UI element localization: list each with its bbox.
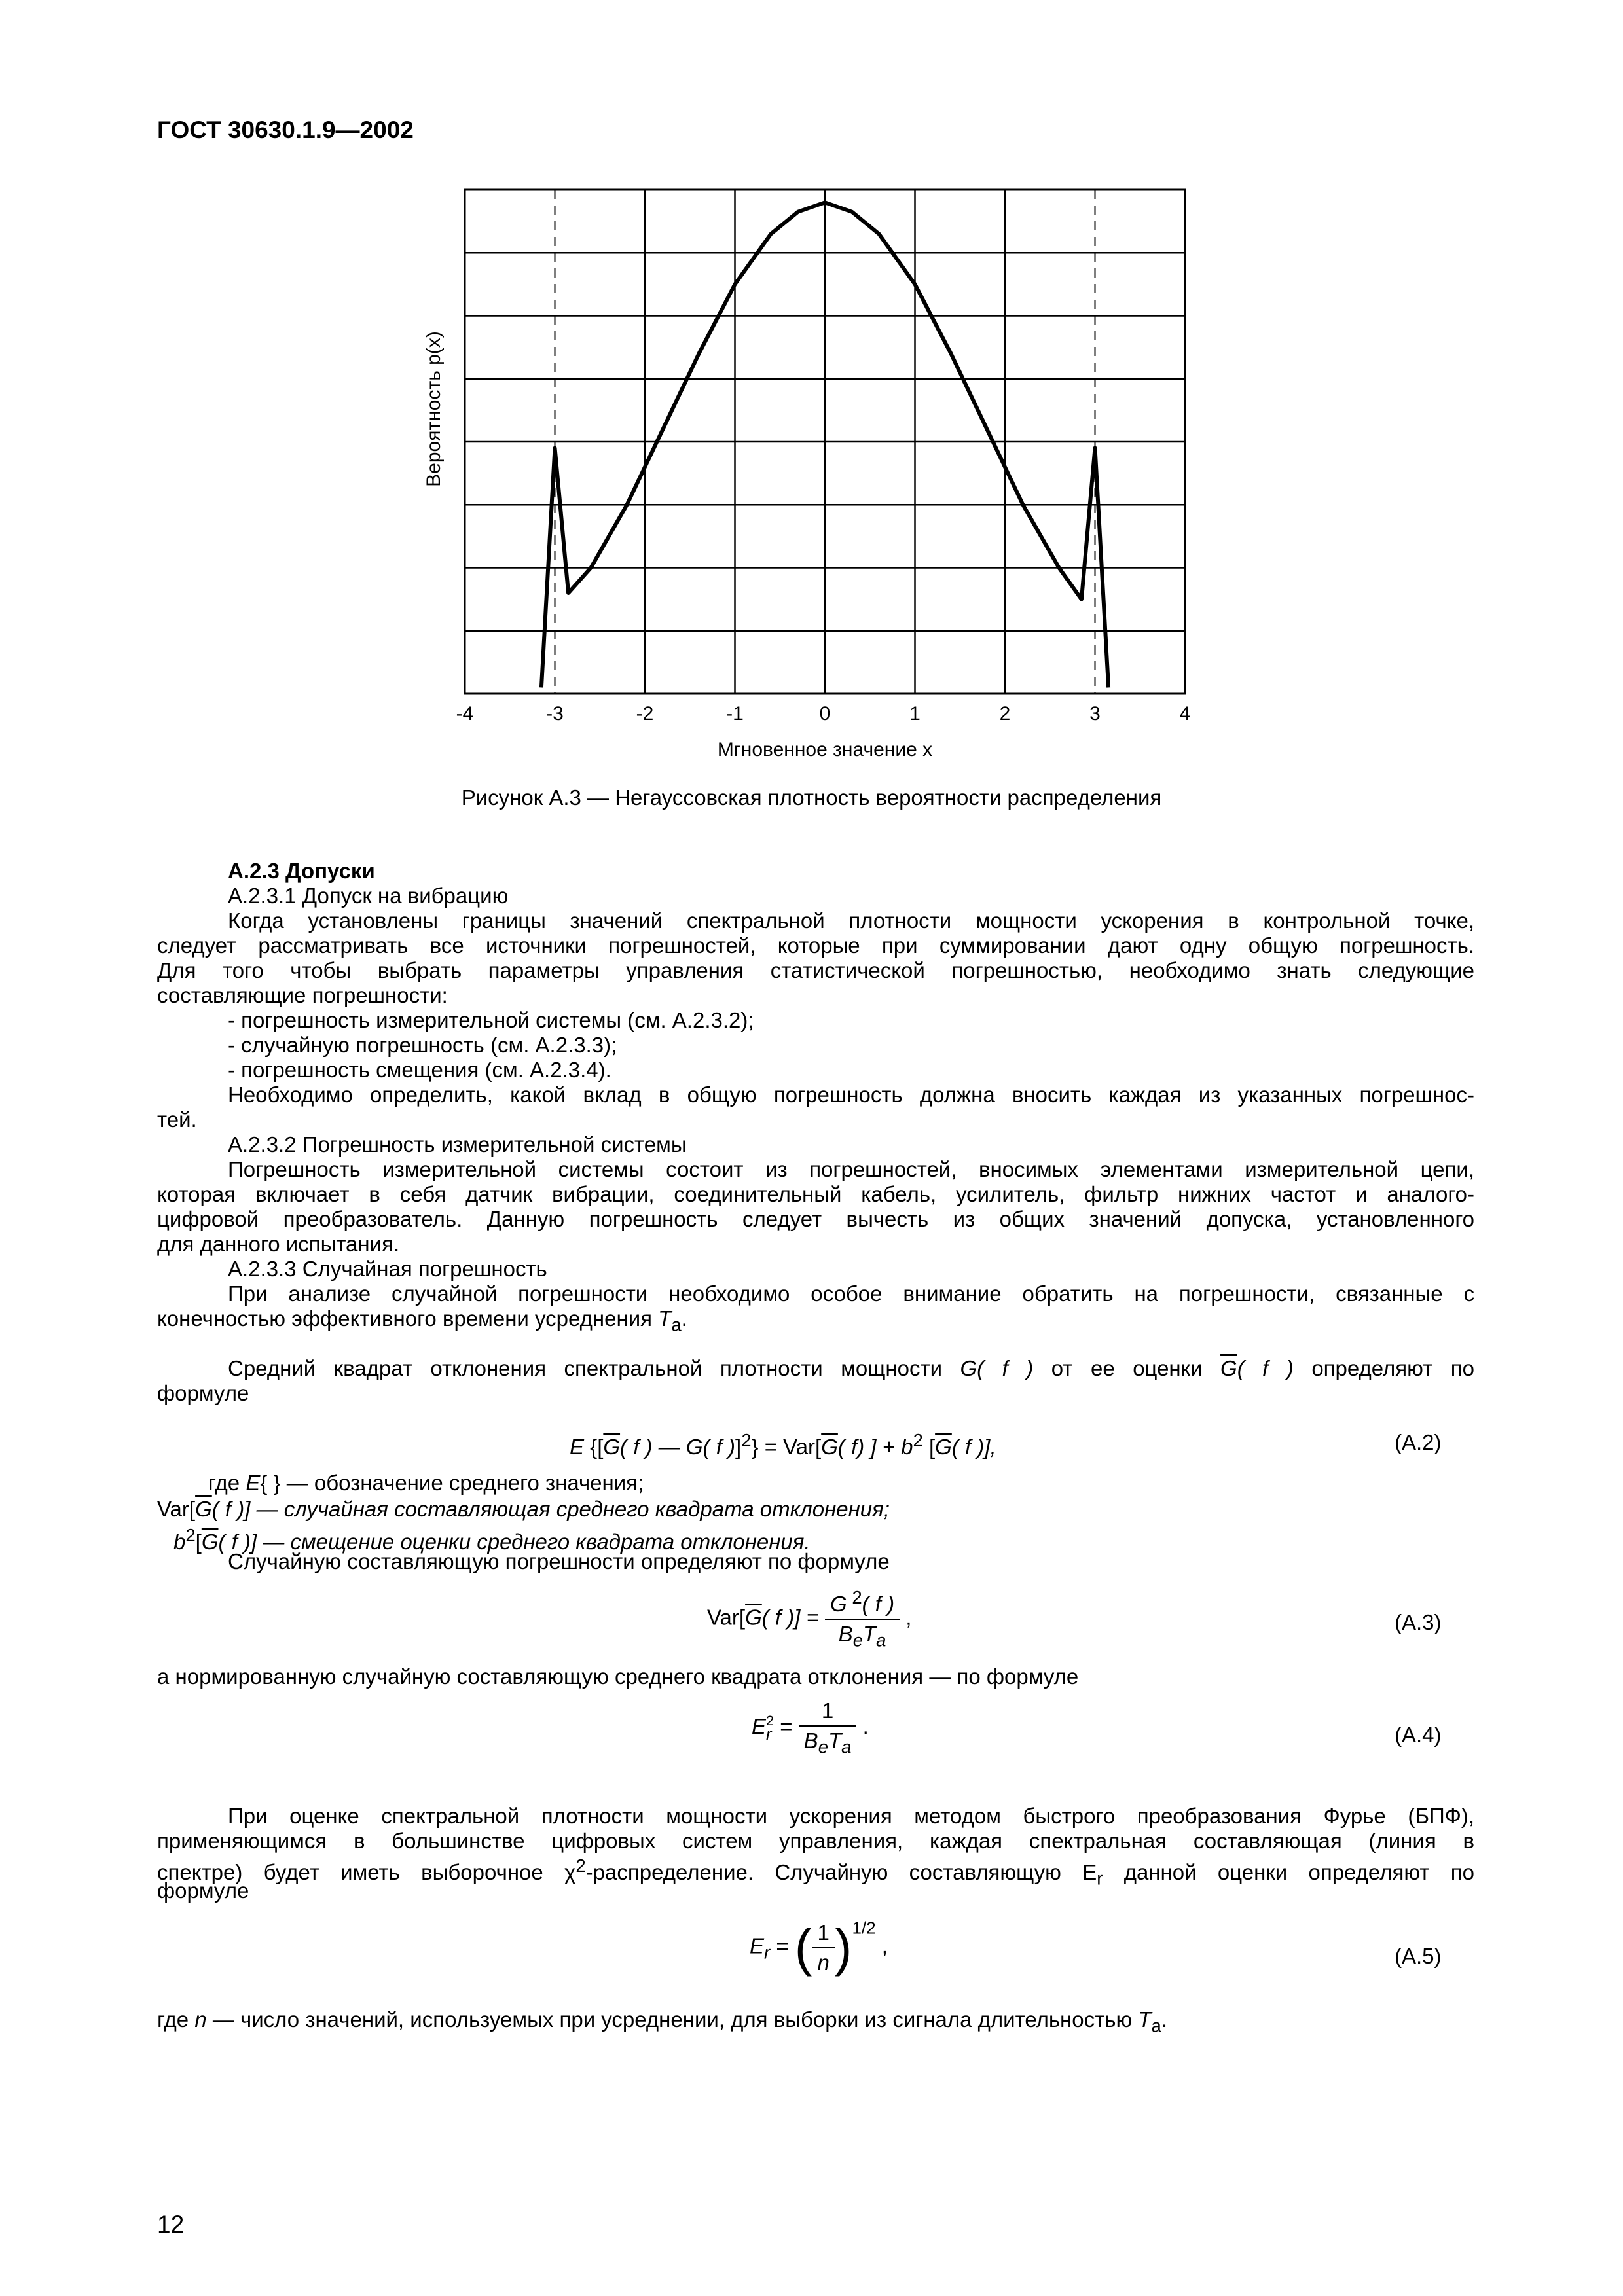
equation-number: (А.4): [1395, 1723, 1442, 1747]
equation-number: (А.3): [1395, 1610, 1442, 1634]
paragraph-line: где n — число значений, используемых при усреднении, для выборки из сигнала длительностью $T_a$.: [157, 2007, 1168, 2036]
paragraph-line: тей.: [157, 1107, 197, 1132]
document-header: ГОСТ 30630.1.9—2002: [157, 117, 414, 143]
list-item: - погрешность измерительной системы (см. А.2.3.2);: [228, 1008, 754, 1032]
paragraph-line: которая включает в себя датчик вибрации, соединительный кабель, усилитель, фильтр нижних частот и аналого-: [157, 1182, 1474, 1206]
paragraph-line: Случайную составляющую погрешности определяют по формуле: [228, 1549, 890, 1573]
subsection-heading-a233: А.2.3.3 Случайная погрешность: [228, 1257, 547, 1281]
x-tick-label: -4: [456, 703, 474, 725]
paragraph-line: спектре) будет иметь выборочное $\chi^2$-распределение. Случайную составляющую $E_r$ данной оценки определяют по: [157, 1856, 1474, 1889]
x-tick-label: -3: [546, 703, 564, 725]
equation-a4: E 2 r = $\frac{1}{B_eT_a}$ .: [752, 1698, 869, 1757]
paragraph-line: При анализе случайной погрешности необходимо особое внимание обратить на погрешности, связанные с: [228, 1282, 1474, 1306]
page-number: 12: [157, 2211, 185, 2238]
where-line: $b^2[\overline{G}$( f )] — смещение оценки среднего квадрата отклонения.: [173, 1525, 811, 1554]
where-line: $Var[\overline{G}$( f )] — случайная составляющая среднего квадрата отклонения;: [157, 1497, 890, 1521]
x-tick-label: 1: [909, 703, 921, 725]
equation-a3: $Var[\overline{G}$( f )] = $\frac{G ^2( f )}{B_eT_a}$ ,: [707, 1587, 912, 1651]
paragraph-line: цифровой преобразователь. Данную погрешность следует вычесть из общих значений допуска, установленного: [157, 1207, 1474, 1231]
paragraph-line: Для того чтобы выбрать параметры управления статистической погрешностью, необходимо знать следующие: [157, 958, 1474, 982]
section-heading-a23: А.2.3 Допуски: [228, 859, 375, 883]
paragraph-line: следует рассматривать все источники погрешностей, которые при суммировании дают одну общую погрешность.: [157, 933, 1474, 958]
equation-number: (А.2): [1395, 1430, 1442, 1454]
paragraph-line: формуле: [157, 1381, 249, 1405]
paragraph-line: для данного испытания.: [157, 1232, 400, 1256]
paragraph-line: Необходимо определить, какой вклад в общую погрешность должна вносить каждая из указанных погрешнос-: [228, 1083, 1474, 1107]
equation-a2: E {[$\overline{G}$( f ) — G( f )]$^2\} = Var[\overline{G}$( f) ] + $b^2$ [$\overline{G}$( f )],: [570, 1430, 996, 1459]
paragraph-line: Погрешность измерительной системы состоит из погрешностей, вносимых элементами измерительной цепи,: [228, 1157, 1474, 1181]
x-axis-label: Мгновенное значение x: [717, 739, 933, 761]
paragraph-line: Средний квадрат отклонения спектральной плотности мощности G( f ) от ее оценки $\overline{G}$( f ) определяют по: [228, 1356, 1475, 1380]
x-tick-label: 0: [819, 703, 831, 725]
equation-a5: $E_r$ = ( $\frac{1}{n}$ )$^{1/2}$ ,: [750, 1918, 888, 1977]
x-tick-label: 2: [999, 703, 1011, 725]
chart-grid: [465, 190, 1185, 694]
paragraph-line: Когда установлены границы значений спектральной плотности мощности ускорения в контрольной точке,: [228, 908, 1474, 933]
equation-number: (А.5): [1395, 1944, 1442, 1968]
list-item: - случайную погрешность (см. А.2.3.3);: [228, 1033, 617, 1057]
subsection-heading-a231: А.2.3.1 Допуск на вибрацию: [228, 884, 509, 908]
paragraph-line: составляющие погрешности:: [157, 983, 448, 1007]
figure-caption: Рисунок А.3 — Негауссовская плотность вероятности распределения: [461, 785, 1162, 810]
where-line: где E{ } — обозначение среднего значения;: [208, 1471, 644, 1495]
subsection-heading-a232: А.2.3.2 Погрешность измерительной системы: [228, 1132, 687, 1157]
x-tick-label: -1: [726, 703, 744, 725]
probability-density-chart: [393, 177, 1270, 792]
paragraph-line: формуле: [157, 1878, 249, 1903]
list-item: - погрешность смещения (см. А.2.3.4).: [228, 1058, 611, 1082]
paragraph-line: конечностью эффективного времени усреднения $T_a$.: [157, 1306, 687, 1335]
paragraph-line: а нормированную случайную составляющую среднего квадрата отклонения — по формуле: [157, 1664, 1079, 1689]
paragraph-line: При оценке спектральной плотности мощности ускорения методом быстрого преобразования Фурье (БПФ),: [228, 1804, 1474, 1828]
x-tick-label: 4: [1179, 703, 1191, 725]
paragraph-line: применяющимся в большинстве цифровых систем управления, каждая спектральная составляющая (линия в: [157, 1829, 1474, 1853]
x-tick-labels: [456, 703, 1191, 725]
y-axis-label: Вероятность p(x): [423, 331, 445, 487]
x-tick-label: 3: [1089, 703, 1101, 725]
x-tick-label: -2: [636, 703, 654, 725]
